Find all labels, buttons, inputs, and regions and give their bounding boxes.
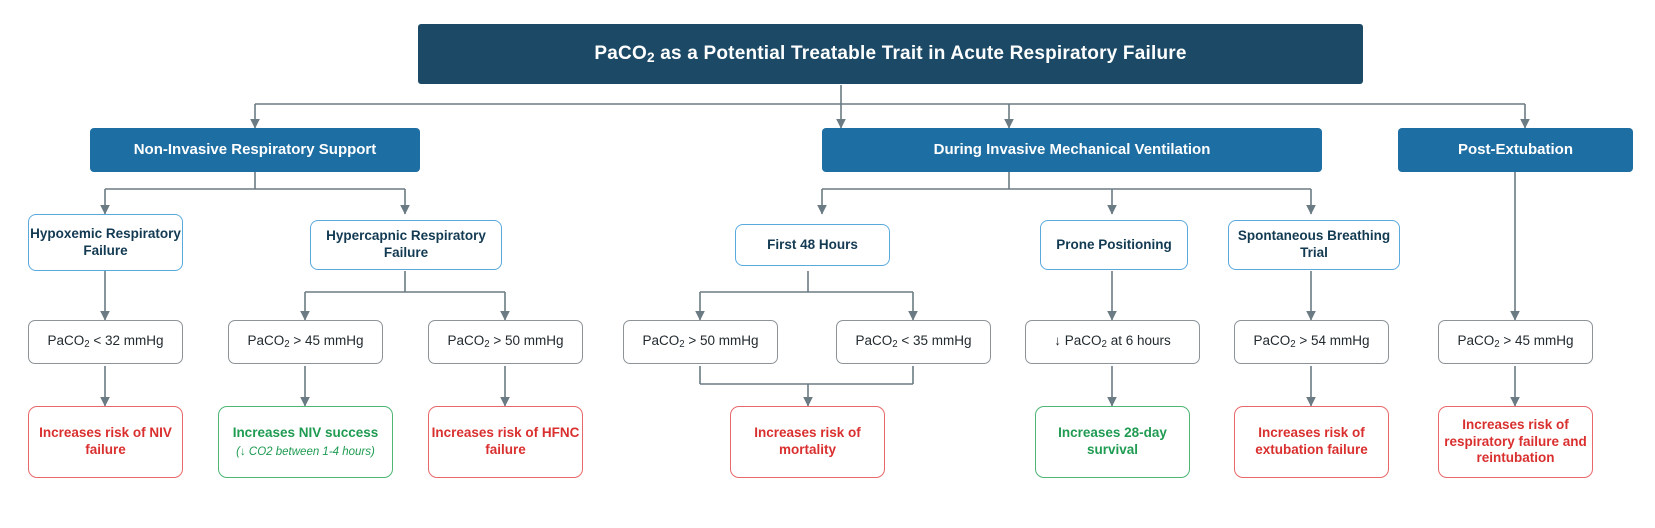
threshold-prone-6h[interactable] xyxy=(1025,320,1200,364)
threshold-label: PaCO$_2$ > 54 mmHg xyxy=(1253,332,1370,350)
outcome-label: Increases risk of respiratory failure and reintubation xyxy=(1444,416,1587,466)
threshold-label: PaCO$_2$ > 45 mmHg xyxy=(1457,332,1574,350)
outcome-label: Increases risk of NIV failure xyxy=(39,425,172,457)
outcome-label: Increases risk of HFNC failure xyxy=(431,425,580,457)
subnode-label: First 48 Hours xyxy=(767,236,858,252)
threshold-post-extubation-45[interactable] xyxy=(1438,320,1593,364)
category-label: During Invasive Mechanical Ventilation xyxy=(933,140,1211,158)
subnode-spontaneous-breathing-trial[interactable] xyxy=(1228,220,1400,270)
outcome-note: (↓ CO2 between 1-4 hours) xyxy=(236,445,375,458)
subnode-label: Hypercapnic Respiratory Failure xyxy=(326,228,486,260)
threshold-label: PaCO$_2$ < 35 mmHg xyxy=(855,332,972,350)
threshold-label: PaCO$_2$ < 32 mmHg xyxy=(47,332,164,350)
subnode-hypoxemic-respiratory-failure[interactable] xyxy=(28,214,183,271)
threshold-label: PaCO$_2$ > 50 mmHg xyxy=(447,332,564,350)
outcome-label: Increases NIV success xyxy=(232,424,379,440)
outcome-hfnc-failure[interactable] xyxy=(428,406,583,478)
outcome-extubation-failure[interactable] xyxy=(1234,406,1389,478)
category-label: Post-Extubation xyxy=(1458,140,1573,158)
threshold-hypercapnic-45[interactable] xyxy=(228,320,383,364)
root-title-box xyxy=(418,24,1363,84)
threshold-label: PaCO$_2$ > 45 mmHg xyxy=(247,332,364,350)
outcome-respiratory-failure-reintubation[interactable] xyxy=(1438,406,1593,478)
threshold-label: ↓ PaCO$_2$ at 6 hours xyxy=(1054,332,1171,350)
outcome-28-day-survival[interactable] xyxy=(1035,406,1190,478)
threshold-hypoxemic[interactable] xyxy=(28,320,183,364)
category-during-invasive-mechanical-ventilation[interactable] xyxy=(822,128,1322,172)
category-non-invasive-respiratory-support[interactable] xyxy=(90,128,420,172)
outcome-label: Increases risk of extubation failure xyxy=(1255,425,1368,457)
threshold-label: PaCO$_2$ > 50 mmHg xyxy=(642,332,759,350)
category-post-extubation[interactable] xyxy=(1398,128,1633,172)
outcome-niv-success[interactable] xyxy=(218,406,393,478)
subnode-hypercapnic-respiratory-failure[interactable] xyxy=(310,220,502,270)
threshold-first48-50[interactable] xyxy=(623,320,778,364)
subnode-first-48-hours[interactable] xyxy=(735,224,890,266)
category-label: Non-Invasive Respiratory Support xyxy=(133,140,377,158)
outcome-label: Increases risk of mortality xyxy=(754,425,861,457)
subnode-prone-positioning[interactable] xyxy=(1040,220,1188,270)
outcome-mortality[interactable] xyxy=(730,406,885,478)
outcome-label: Increases 28-day survival xyxy=(1058,425,1167,457)
threshold-sbt-54[interactable] xyxy=(1234,320,1389,364)
root-title-label: PaCO$_2$ as a Potential Treatable Trait in Acute Respiratory Failure xyxy=(594,42,1187,65)
threshold-first48-35[interactable] xyxy=(836,320,991,364)
threshold-hypercapnic-50[interactable] xyxy=(428,320,583,364)
subnode-label: Hypoxemic Respiratory Failure xyxy=(30,225,181,258)
outcome-niv-failure[interactable] xyxy=(28,406,183,478)
subnode-label: Prone Positioning xyxy=(1056,236,1172,252)
subnode-label: Spontaneous Breathing Trial xyxy=(1237,228,1391,260)
